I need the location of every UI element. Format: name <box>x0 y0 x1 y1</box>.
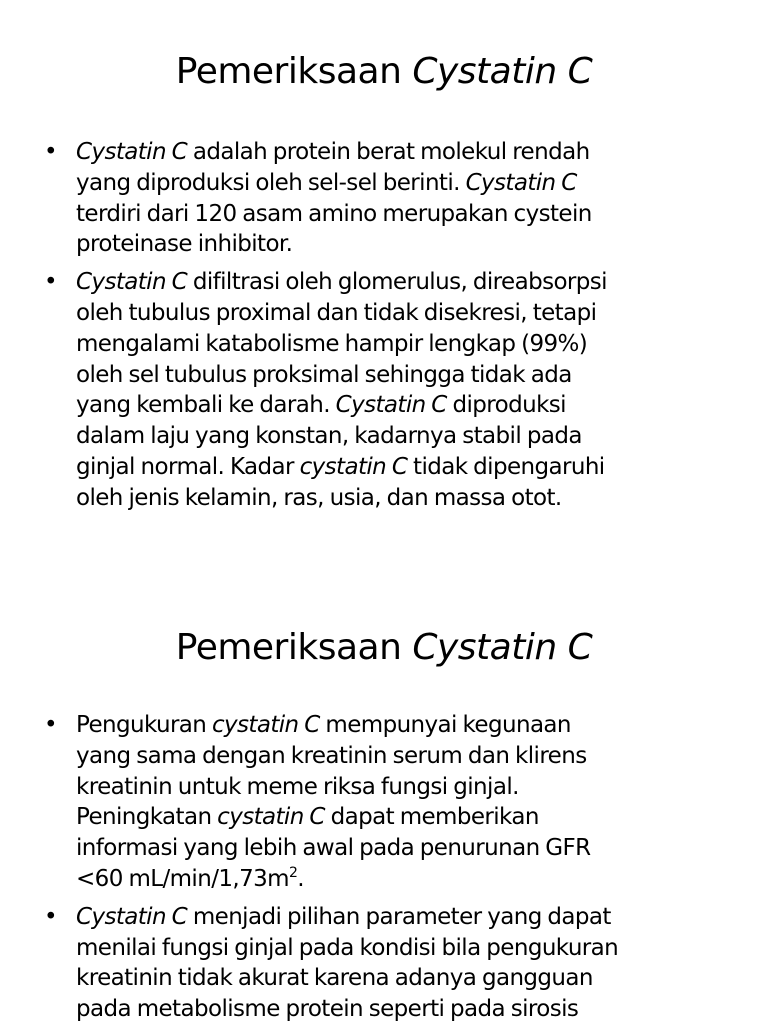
italic-text: Cystatin C <box>76 269 188 296</box>
bullet-line <box>76 802 768 833</box>
bullet-line <box>76 864 768 895</box>
text-run: Pengukuran <box>76 712 212 738</box>
text-run: <60 mL/min/1,73m <box>76 865 289 892</box>
slide-2 <box>0 576 768 1024</box>
text-run: mengalami katabolisme hampir lengkap (99%) <box>76 330 588 357</box>
text-run: oleh tubulus proximal dan tidak disekresi, tetapi <box>76 299 597 326</box>
bullet-line <box>76 741 768 772</box>
bullet-line <box>76 710 768 741</box>
text-run: menilai fungsi ginjal pada kondisi bila pengukuran <box>76 934 619 961</box>
bullet-line <box>76 483 768 514</box>
italic-text: Cystatin C <box>465 169 577 196</box>
text-run: difiltrasi oleh glomerulus, direabsorpsi <box>187 269 607 296</box>
italic-text: cystatin C <box>299 453 408 480</box>
text-run: yang diproduksi oleh sel-sel berinti. <box>76 169 466 196</box>
text-run: . <box>297 865 304 892</box>
text-run: proteinase inhibitor. <box>76 231 293 258</box>
slide-title <box>0 50 768 94</box>
italic-text: Cystatin C <box>76 139 188 165</box>
text-run: dapat memberikan <box>324 804 539 831</box>
text-run: diproduksi <box>446 392 566 419</box>
bullet-line <box>76 452 768 483</box>
text-run: ginjal normal. Kadar <box>76 453 300 480</box>
bullet-list <box>0 137 768 521</box>
bullet-item <box>0 710 768 895</box>
text-run: adalah protein berat molekul rendah <box>187 139 590 165</box>
text-run: menjadi pilihan parameter yang dapat <box>187 903 611 930</box>
text-run: terdiri dari 120 asam amino merupakan cystein <box>76 200 592 227</box>
bullet-line <box>76 168 768 199</box>
bullet-list <box>0 710 768 1024</box>
title-italic-text: Cystatin C <box>412 51 593 92</box>
bullet-marker-icon: • <box>44 139 58 165</box>
bullet-marker-icon: • <box>44 269 58 296</box>
title-text: Pemeriksaan <box>175 51 413 92</box>
italic-text: Cystatin C <box>335 392 447 419</box>
text-run: mempunyai kegunaan <box>319 712 571 738</box>
italic-text: cystatin C <box>211 712 320 738</box>
text-run: Peningkatan <box>76 804 218 831</box>
italic-text: cystatin C <box>217 804 325 831</box>
text-run: yang kembali ke darah. <box>76 392 336 419</box>
bullet-line <box>76 994 768 1024</box>
bullet-marker-icon: • <box>44 712 58 738</box>
bullet-line <box>76 360 768 391</box>
bullet-line <box>76 199 768 230</box>
text-run: dalam laju yang konstan, kadarnya stabil pada <box>76 423 582 450</box>
bullet-line <box>76 267 768 298</box>
text-run: pada metabolisme protein seperti pada sirosis <box>76 996 579 1023</box>
text-run: tidak dipengaruhi <box>407 453 605 480</box>
title-italic-text: Cystatin C <box>412 627 593 668</box>
bullet-item <box>0 137 768 260</box>
text-run: oleh jenis kelamin, ras, usia, dan massa otot. <box>76 484 562 511</box>
bullet-line <box>76 390 768 421</box>
text-run: oleh sel tubulus proksimal sehingga tidak ada <box>76 361 572 388</box>
bullet-item <box>0 902 768 1024</box>
bullet-line <box>76 329 768 360</box>
bullet-line <box>76 772 768 803</box>
title-text: Pemeriksaan <box>175 627 413 668</box>
superscript-text: 2 <box>288 864 298 881</box>
bullet-line <box>76 229 768 260</box>
bullet-line <box>76 137 768 168</box>
bullet-line <box>76 833 768 864</box>
bullet-line <box>76 963 768 994</box>
text-run: kreatinin tidak akurat karena adanya gangguan <box>76 965 593 992</box>
slide-title <box>0 626 768 670</box>
bullet-item <box>0 267 768 513</box>
bullet-line <box>76 298 768 329</box>
text-run: yang sama dengan kreatinin serum dan klirens <box>76 742 587 769</box>
bullet-marker-icon: • <box>44 903 58 930</box>
text-run: kreatinin untuk meme riksa fungsi ginjal. <box>76 773 519 800</box>
text-run: informasi yang lebih awal pada penurunan GFR <box>76 835 591 862</box>
bullet-line <box>76 933 768 964</box>
bullet-line <box>76 902 768 933</box>
bullet-line <box>76 421 768 452</box>
italic-text: Cystatin C <box>76 903 188 930</box>
